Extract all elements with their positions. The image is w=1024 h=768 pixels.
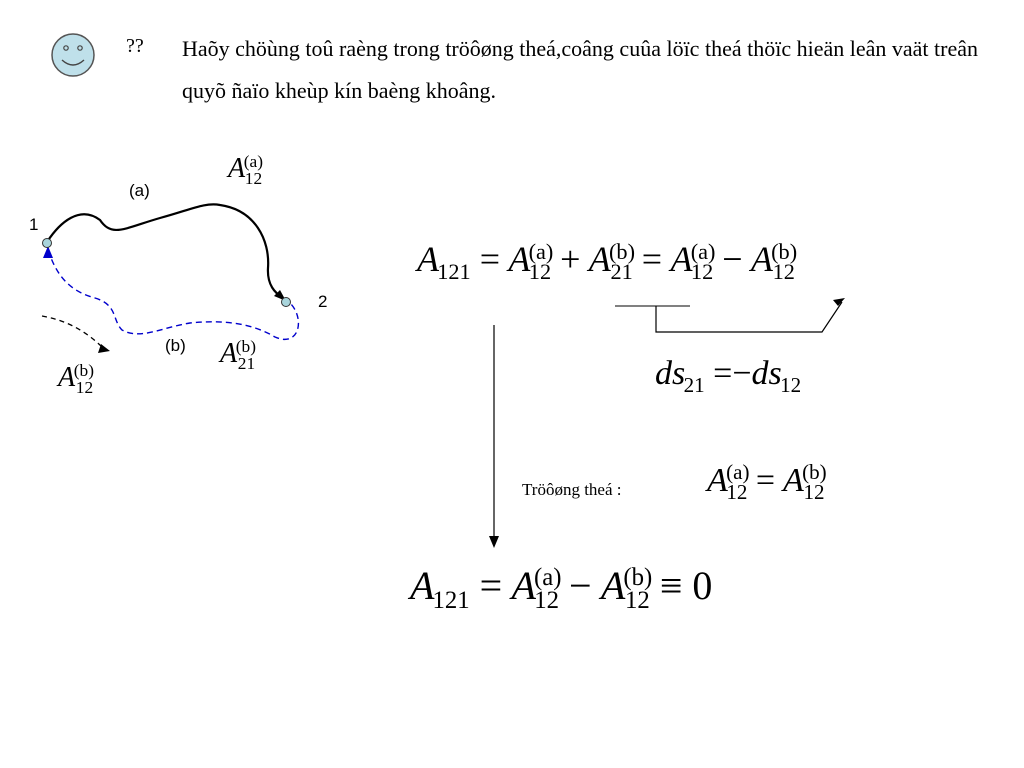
equation-work-decomposition: $A_{121} = A^{(a)}_{12} + A^{(b)}_{21} = A^{(a)}_{12} - A^{(b)}_{12}$ bbox=[417, 238, 798, 285]
point-1-marker bbox=[43, 239, 52, 248]
path-a-curve bbox=[47, 204, 283, 298]
work-a12-b-legend: $A^{(b)}_{12}$ bbox=[58, 361, 94, 397]
work-a21-b: $A^{(b)}_{21}$ bbox=[220, 337, 256, 373]
down-arrowhead bbox=[489, 536, 499, 548]
work-a12-a: $A^{(a)}_{12}$ bbox=[228, 152, 264, 188]
equation-ds-relation: $ds_{21} =-ds_{12}$ bbox=[655, 355, 802, 397]
equation-closed-loop-zero: $A_{121} = A^{(a)}_{12} - A^{(b)}_{12} \equiv 0$ bbox=[410, 563, 713, 615]
path-b-curve bbox=[48, 250, 298, 339]
point-1-label: 1 bbox=[29, 215, 39, 234]
label-b: (b) bbox=[165, 336, 186, 355]
legend-dashed-arrow bbox=[42, 316, 103, 348]
bracket-arrowhead bbox=[833, 298, 845, 306]
intro-statement: Haõy chöùng toû raèng trong tröôøng theá,coâng cuûa löïc theá thöïc hieän leân vaät treân quyõ ñaïo kheùp kín baèng khoâng. bbox=[182, 36, 978, 103]
point-2-marker bbox=[282, 298, 291, 307]
equation-path-independence: $A^{(a)}_{12} = A^{(b)}_{12}$ bbox=[707, 460, 827, 504]
label-a: (a) bbox=[129, 181, 150, 200]
point-2-label: 2 bbox=[318, 292, 328, 311]
conservative-field-label: Tröôøng theá : bbox=[522, 480, 622, 499]
question-marks: ?? bbox=[126, 35, 144, 57]
